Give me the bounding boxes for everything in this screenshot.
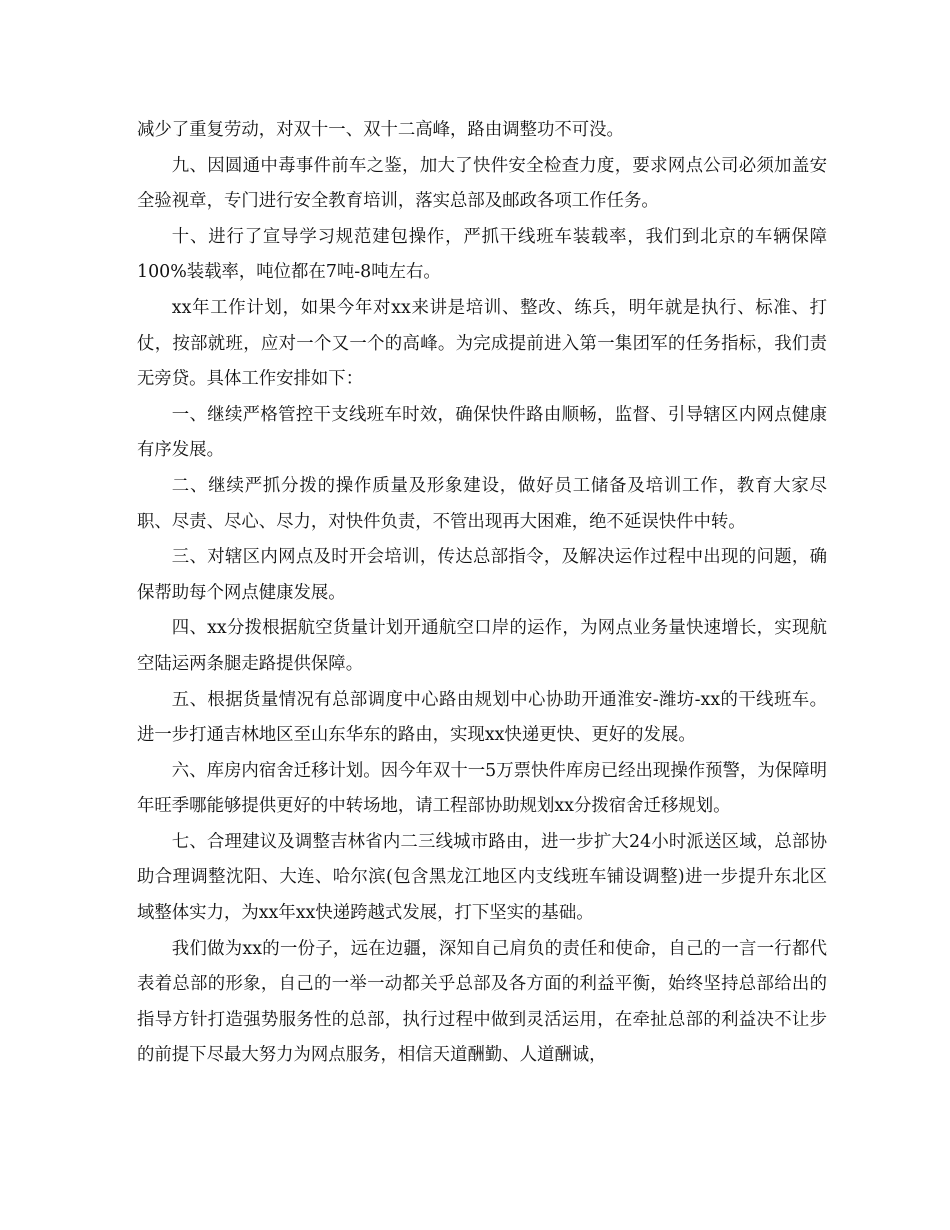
paragraph-item-9: 九、因圆通中毒事件前车之鉴，加大了快件安全检查力度，要求网点公司必须加盖安全验视章，专门进行安全教育培训，落实总部及邮政各项工作任务。 xyxy=(137,155,827,212)
paragraph-plan-item-1: 一、继续严格管控干支线班车时效，确保快件路由顺畅，监督、引导辖区内网点健康有序发展。 xyxy=(137,404,827,461)
paragraph-item-10: 十、进行了宣导学习规范建包操作，严抓干线班车装载率，我们到北京的车辆保障100%装载率，吨位都在7吨-8吨左右。 xyxy=(137,226,827,283)
paragraph-plan-item-6: 六、库房内宿舍迁移计划。因今年双十一5万票快件库房已经出现操作预警，为保障明年旺季哪能够提供更好的中转场地，请工程部协助规划xx分拨宿舍迁移规划。 xyxy=(137,760,827,817)
paragraph-work-plan-intro: xx年工作计划，如果今年对xx来讲是培训、整改、练兵，明年就是执行、标准、打仗，按部就班，应对一个又一个的高峰。为完成提前进入第一集团军的任务指标，我们责无旁贷。具体工作安排如下： xyxy=(137,297,827,390)
paragraph-plan-item-2: 二、继续严抓分拨的操作质量及形象建设，做好员工储备及培训工作，教育大家尽职、尽责、尽心、尽力，对快件负责，不管出现再大困难，绝不延误快件中转。 xyxy=(137,475,827,532)
paragraph-plan-item-5: 五、根据货量情况有总部调度中心路由规划中心协助开通淮安-潍坊-xx的干线班车。进一步打通吉林地区至山东华东的路由，实现xx快递更快、更好的发展。 xyxy=(137,689,827,746)
paragraph-plan-item-3: 三、对辖区内网点及时开会培训，传达总部指令，及解决运作过程中出现的问题，确保帮助每个网点健康发展。 xyxy=(137,547,827,603)
paragraph-continuation: 减少了重复劳动，对双十一、双十二高峰，路由调整功不可没。 xyxy=(137,120,624,140)
document-body xyxy=(137,113,827,1074)
paragraph-plan-item-7: 七、合理建议及调整吉林省内二三线城市路由，进一步扩大24小时派送区域，总部协助合理调整沈阳、大连、哈尔滨(包含黑龙江地区内支线班车铺设调整)进一步提升东北区域整体实力，为xx年xx快递跨越式发展，打下坚实的基础。 xyxy=(137,831,827,924)
paragraph-plan-item-4: 四、xx分拨根据航空货量计划开通航空口岸的运作，为网点业务量快速增长，实现航空陆运两条腿走路提供保障。 xyxy=(137,618,827,674)
paragraph-closing: 我们做为xx的一份子，远在边疆，深知自己肩负的责任和使命，自己的一言一行都代表着总部的形象，自己的一举一动都关乎总部及各方面的利益平衡，始终坚持总部给出的指导方针打造强势服务性的总部，执行过程中做到灵活运用，在牵扯总部的利益决不让步的前提下尽最大努力为网点服务，相信天道酬勤、人道酬诚， xyxy=(137,938,827,1066)
